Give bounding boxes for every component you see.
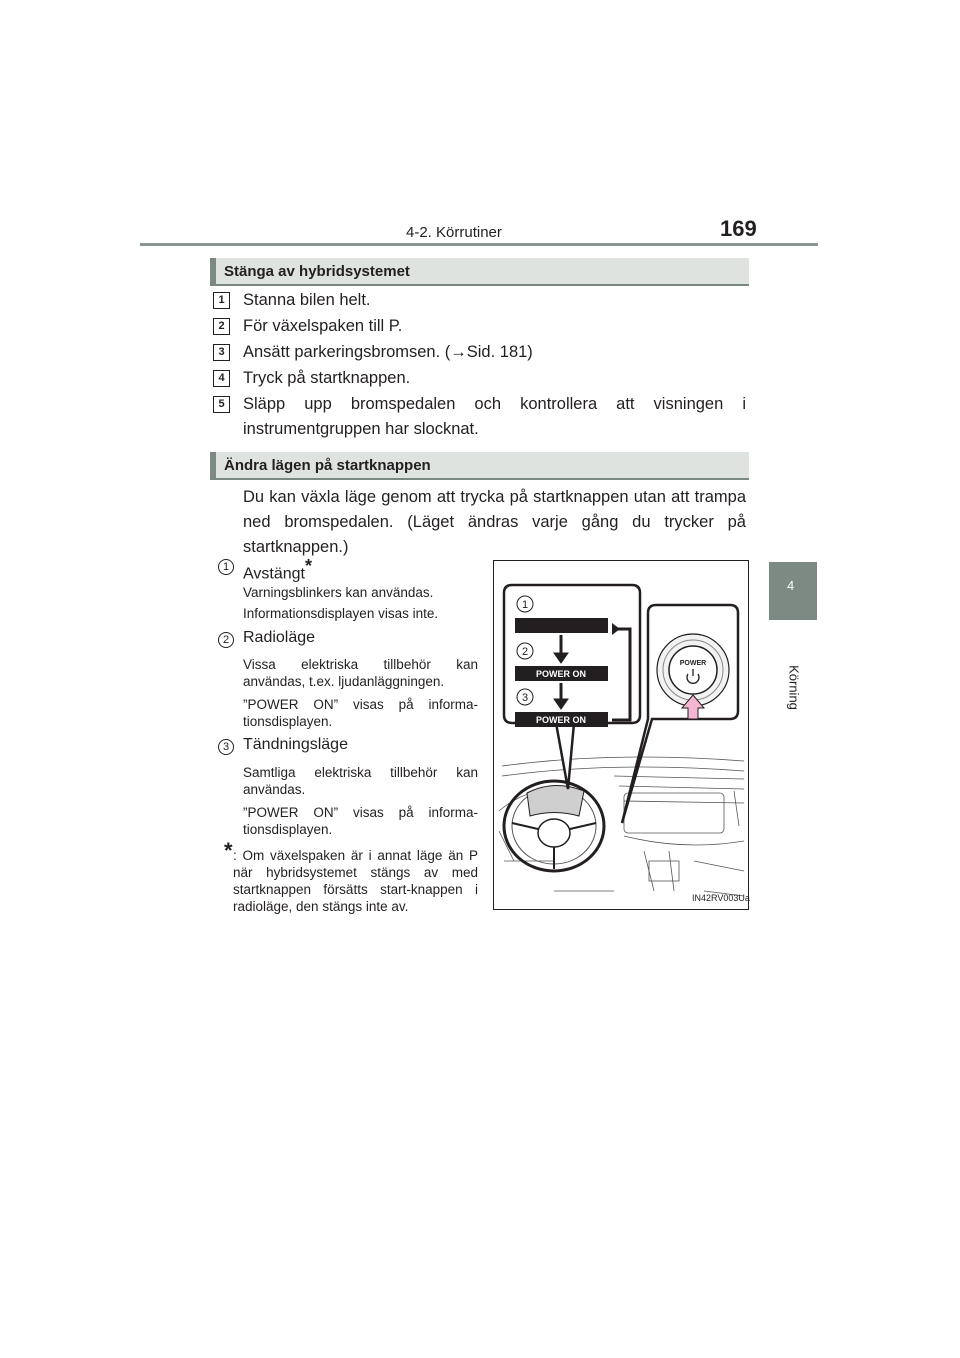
- dashboard-drawing: [494, 561, 748, 909]
- intro-paragraph: Du kan växla läge genom att trycka på startknappen utan att trampa ned bromspedalen. (Läget ändras varje gång du trycker på startknappen.): [243, 488, 746, 556]
- mode-circle-2-label: 2: [521, 646, 529, 658]
- chapter-label: Körning: [786, 665, 802, 710]
- power-on-label-1: POWER ON: [535, 669, 587, 679]
- step-number-4: 4: [213, 370, 230, 387]
- section-heading-text: Ändra lägen på startknappen: [224, 457, 431, 474]
- section-heading-stop: [210, 258, 749, 286]
- step-number-2: 2: [213, 318, 230, 335]
- mode-circle-3-label: 3: [521, 692, 529, 704]
- section-heading-modes: [210, 452, 749, 480]
- mode-desc-2b: ”POWER ON” visas på informa-tionsdisplayen.: [243, 697, 478, 729]
- mode-desc-2a: Vissa elektriska tillbehör kan användas, t.ex. ljudanläggningen.: [243, 657, 478, 689]
- mode-title-1: [243, 556, 312, 583]
- mode-circle-1-label: 1: [521, 599, 529, 611]
- mode-callout: [504, 585, 640, 789]
- step-text-4: Tryck på startknappen.: [243, 369, 411, 387]
- mode-number-2: 2: [218, 632, 234, 648]
- mode-number-1: 1: [218, 559, 234, 575]
- dashboard-illustration: [493, 560, 749, 910]
- header-rule: [140, 243, 818, 246]
- step-text-2: För växelspaken till P.: [243, 317, 403, 335]
- step-text-3: Ansätt parkeringsbromsen. (→Sid. 181): [243, 343, 533, 361]
- figure-code: IN42RV003Ua: [692, 893, 750, 903]
- step-number-1: 1: [213, 292, 230, 309]
- step-number-3: 3: [213, 344, 230, 361]
- mode-title-text: Avstängt: [243, 565, 305, 583]
- mode-title-3: Tändningsläge: [243, 736, 348, 753]
- mode-desc-1a: Varningsblinkers kan användas.: [243, 585, 434, 600]
- power-on-label-2: POWER ON: [535, 715, 587, 725]
- mode-number-3: 3: [218, 739, 234, 755]
- footnote-text: : Om växelspaken är i annat läge än P när hybridsystemet stängs av med startknappen försätts start-knappen i radioläge, den stängs inte av.: [233, 848, 478, 914]
- mode-desc-3b: ”POWER ON” visas på informa-tionsdisplayen.: [243, 805, 478, 837]
- page-number: 169: [720, 216, 757, 241]
- dashboard-lines: [499, 757, 744, 896]
- footnote-star: *: [304, 556, 312, 576]
- step-number-5: 5: [213, 396, 230, 413]
- power-button-label: POWER: [679, 660, 707, 667]
- step-text-5-line2: instrumentgruppen har slocknat.: [243, 420, 479, 438]
- section-reference: 4-2. Körrutiner: [406, 224, 502, 241]
- mode-desc-3a: Samtliga elektriska tillbehör kan användas.: [243, 765, 478, 797]
- section-heading-text: Stänga av hybridsystemet: [224, 263, 410, 280]
- mode-desc-1b: Informationsdisplayen visas inte.: [243, 606, 439, 621]
- step-text-1: Stanna bilen helt.: [243, 291, 371, 309]
- chapter-number: 4: [787, 578, 795, 593]
- display-off-bar: [515, 618, 608, 633]
- footnote-mark: *: [224, 838, 233, 863]
- step-text-5-line1: Släpp upp bromspedalen och kontrollera att visningen i: [243, 395, 746, 413]
- instrument-cluster: [527, 785, 584, 816]
- mode-title-2: Radioläge: [243, 629, 316, 646]
